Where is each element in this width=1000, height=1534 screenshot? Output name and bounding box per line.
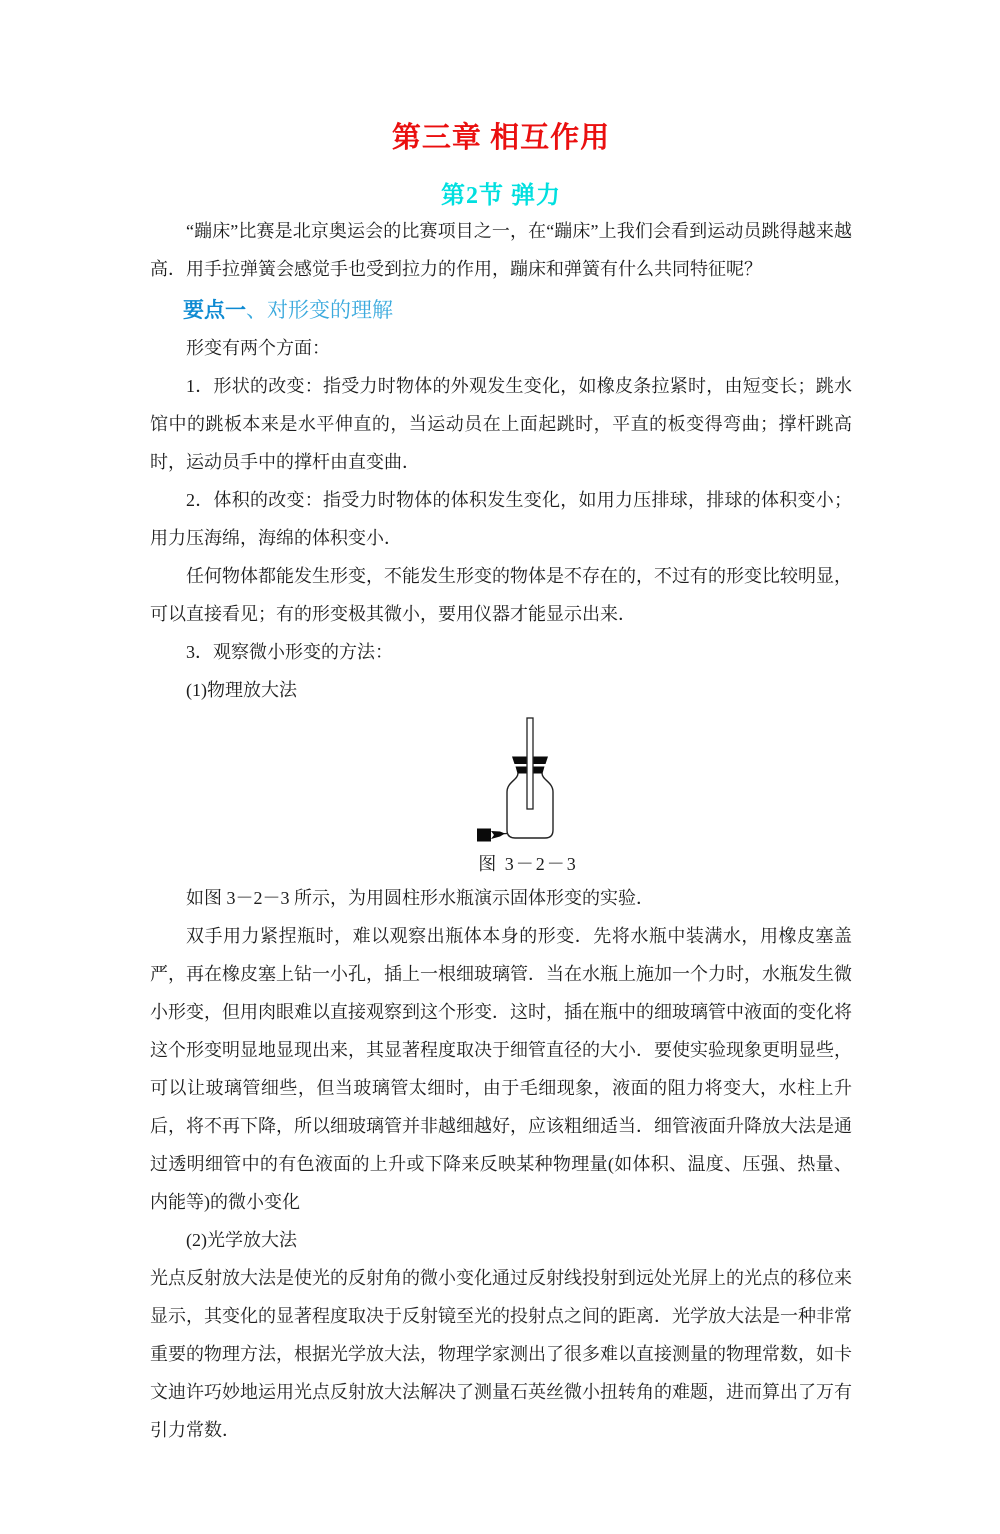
bottle-experiment-illustration	[450, 713, 620, 847]
paragraph-volume-change: 2．体积的改变：指受力时物体的体积发生变化，如用力压排球，排球的体积变小；用力压海绵，海绵的体积变小．	[150, 490, 852, 548]
document-page	[0, 120, 1000, 1534]
paragraph-two-aspects: 形变有两个方面：	[186, 338, 330, 358]
section-title: 第2节 弹力	[441, 183, 561, 209]
paragraph-methods-heading: 3．观察微小形变的方法：	[186, 642, 393, 662]
keypoint-label: 要点一	[183, 299, 246, 322]
chapter-title: 第三章 相互作用	[391, 122, 611, 154]
intro-paragraph: “蹦床”比赛是北京奥运会的比赛项目之一，在“蹦床”上我们会看到运动员跳得越来越高．用手拉弹簧会感觉手也受到拉力的作用，蹦床和弹簧有什么共同特征呢？	[150, 221, 852, 279]
hand-icon	[477, 829, 491, 842]
keypoint-heading	[150, 295, 852, 327]
figure-bottle-experiment	[450, 713, 620, 879]
glass-tube	[527, 718, 533, 809]
page-content	[0, 120, 1000, 1449]
paragraph-bottle-experiment-detail: 双手用力紧捏瓶时，难以观察出瓶体本身的形变．先将水瓶中装满水，用橡皮塞盖严，再在橡皮塞上钻一小孔，插上一根细玻璃管．当在水瓶上施加一个力时，水瓶发生微小形变，但用肉眼难以直接观察到这个形变．这时，插在瓶中的细玻璃管中液面的变化将这个形变明显地显现出来，其显著程度取决于细管直径的大小．要使实验现象更明显些，可以让玻璃管细些，但当玻璃管太细时，由于毛细现象，液面的阻力将变大，水柱上升后，将不再下降，所以细玻璃管并非越细越好，应该粗细适当．细管液面升降放大法是通过透明细管中的有色液面的上升或下降来反映某种物理量(如体积、温度、压强、热量、内能等)的微小变化	[150, 926, 852, 1212]
paragraph-light-reflection-method: 光点反射放大法是使光的反射角的微小变化通过反射线投射到远处光屏上的光点的移位来显示，其变化的显著程度取决于反射镜至光的投射点之间的距离．光学放大法是一种非常重要的物理方法，根据光学放大法，物理学家测出了很多难以直接测量的物理常数，如卡文迪许巧妙地运用光点反射放大法解决了测量石英丝微小扭转角的难题，进而算出了万有引力常数．	[150, 1268, 852, 1440]
paragraph-figure-reference: 如图 3－2－3 所示，为用圆柱形水瓶演示固体形变的实验．	[186, 888, 654, 908]
figure-caption: 图 3－2－3	[478, 854, 578, 874]
keypoint-title: 、对形变的理解	[246, 299, 393, 322]
hand-finger-icon	[491, 831, 505, 839]
paragraph-physical-amplification: (1)物理放大法	[186, 680, 297, 700]
paragraph-all-objects-deform: 任何物体都能发生形变，不能发生形变的物体是不存在的，不过有的形变比较明显，可以直接看见；有的形变极其微小，要用仪器才能显示出来．	[150, 566, 852, 624]
paragraph-shape-change: 1．形状的改变：指受力时物体的外观发生变化，如橡皮条拉紧时，由短变长；跳水馆中的跳板本来是水平伸直的，当运动员在上面起跳时，平直的板变得弯曲；撑杆跳高时，运动员手中的撑杆由直变曲．	[150, 376, 852, 472]
paragraph-optical-amplification: (2)光学放大法	[186, 1230, 297, 1250]
